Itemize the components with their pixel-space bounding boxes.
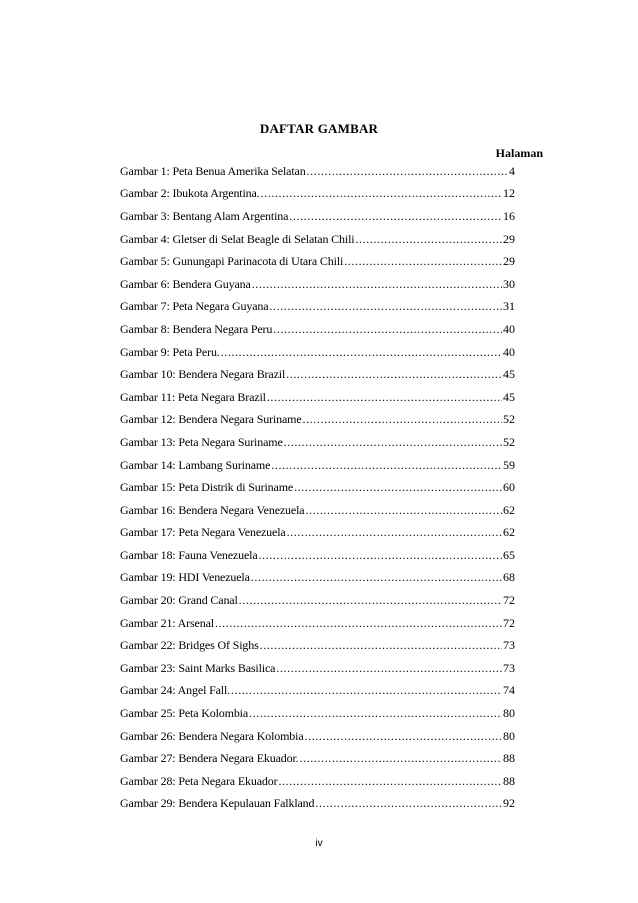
dot-leader bbox=[271, 458, 502, 473]
dot-leader bbox=[259, 548, 503, 563]
dot-leader bbox=[261, 186, 502, 201]
figure-page-number: 88 bbox=[503, 773, 515, 788]
figure-page-number: 40 bbox=[503, 321, 515, 336]
figure-label: Gambar 1: Peta Benua Amerika Selatan bbox=[120, 163, 306, 178]
dot-leader bbox=[273, 322, 502, 337]
figure-page-number: 31 bbox=[503, 299, 515, 314]
figure-entry[interactable] bbox=[120, 634, 515, 657]
dot-leader bbox=[305, 503, 502, 518]
figure-page-number: 52 bbox=[503, 434, 515, 449]
figure-label: Gambar 22: Bridges Of Sighs bbox=[120, 638, 259, 653]
figure-entry[interactable] bbox=[120, 522, 515, 545]
figure-entry[interactable] bbox=[120, 341, 515, 364]
figure-page-number: 45 bbox=[503, 367, 515, 382]
figure-label: Gambar 23: Saint Marks Basilica bbox=[120, 660, 276, 675]
dot-leader bbox=[260, 638, 502, 653]
figure-label: Gambar 9: Peta Peru. bbox=[120, 344, 220, 359]
figure-label: Gambar 27: Bendera Negara Ekuador. bbox=[120, 751, 299, 766]
dot-leader bbox=[287, 525, 502, 540]
figure-entry[interactable] bbox=[120, 183, 515, 206]
figure-entry[interactable] bbox=[120, 657, 515, 680]
figure-entry[interactable] bbox=[120, 318, 515, 341]
dot-leader bbox=[267, 390, 502, 405]
figure-entry[interactable] bbox=[120, 386, 515, 409]
figure-label: Gambar 24: Angel Fall. bbox=[120, 683, 231, 698]
figure-label: Gambar 5: Gunungapi Parinacota di Utara Chili bbox=[120, 254, 344, 269]
figure-entry[interactable] bbox=[120, 770, 515, 793]
dot-leader bbox=[221, 345, 502, 360]
figure-page-number: 74 bbox=[503, 683, 515, 698]
figure-entry[interactable] bbox=[120, 499, 515, 522]
figure-entry[interactable] bbox=[120, 702, 515, 725]
figure-entry[interactable] bbox=[120, 612, 515, 635]
figure-page-number: 65 bbox=[503, 547, 515, 562]
figure-page-number: 88 bbox=[503, 751, 515, 766]
figure-label: Gambar 21: Arsenal bbox=[120, 615, 214, 630]
figure-entry[interactable] bbox=[120, 363, 515, 386]
figure-page-number: 12 bbox=[503, 186, 515, 201]
dot-leader bbox=[289, 209, 502, 224]
figure-label: Gambar 14: Lambang Suriname bbox=[120, 457, 271, 472]
dot-leader bbox=[249, 706, 502, 721]
figure-label: Gambar 25: Peta Kolombia bbox=[120, 706, 249, 721]
dot-leader bbox=[294, 480, 502, 495]
figure-page-number: 72 bbox=[503, 615, 515, 630]
figure-entry[interactable] bbox=[120, 409, 515, 432]
figure-entry[interactable] bbox=[120, 205, 515, 228]
figure-entry[interactable] bbox=[120, 589, 515, 612]
figure-label: Gambar 19: HDI Venezuela bbox=[120, 570, 250, 585]
figure-entry[interactable] bbox=[120, 747, 515, 770]
figure-label: Gambar 12: Bendera Negara Suriname bbox=[120, 412, 302, 427]
figure-page-number: 72 bbox=[503, 593, 515, 608]
figure-page-number: 29 bbox=[503, 231, 515, 246]
page-column-header: Halaman bbox=[495, 146, 543, 160]
figure-label: Gambar 4: Gletser di Selat Beagle di Selatan Chili bbox=[120, 231, 355, 246]
page-number: iv bbox=[315, 838, 323, 849]
dot-leader bbox=[231, 683, 502, 698]
figure-entry[interactable] bbox=[120, 680, 515, 703]
figure-label: Gambar 20: Grand Canal bbox=[120, 593, 238, 608]
figure-page-number: 59 bbox=[503, 457, 515, 472]
figure-entry[interactable] bbox=[120, 793, 515, 816]
figure-entry[interactable] bbox=[120, 725, 515, 748]
figure-label: Gambar 15: Peta Distrik di Suriname bbox=[120, 480, 294, 495]
figure-label: Gambar 28: Peta Negara Ekuador bbox=[120, 773, 278, 788]
figure-label: Gambar 3: Bentang Alam Argentina bbox=[120, 208, 289, 223]
dot-leader bbox=[355, 232, 502, 247]
figure-entry[interactable] bbox=[120, 296, 515, 319]
figure-label: Gambar 2: Ibukota Argentina. bbox=[120, 186, 260, 201]
figure-entry[interactable] bbox=[120, 250, 515, 273]
dot-leader bbox=[307, 164, 508, 179]
figure-label: Gambar 16: Bendera Negara Venezuela bbox=[120, 502, 305, 517]
dot-leader bbox=[276, 661, 502, 676]
dot-leader bbox=[252, 277, 502, 292]
figure-label: Gambar 11: Peta Negara Brazil bbox=[120, 389, 266, 404]
figure-page-number: 60 bbox=[503, 480, 515, 495]
dot-leader bbox=[284, 435, 502, 450]
figure-page-number: 73 bbox=[503, 638, 515, 653]
figure-page-number: 40 bbox=[503, 344, 515, 359]
figure-page-number: 16 bbox=[503, 208, 515, 223]
figure-list bbox=[120, 160, 515, 815]
figure-page-number: 29 bbox=[503, 254, 515, 269]
figure-label: Gambar 29: Bendera Kepulauan Falkland bbox=[120, 796, 315, 811]
dot-leader bbox=[215, 616, 502, 631]
figure-page-number: 80 bbox=[503, 706, 515, 721]
figure-page-number: 80 bbox=[503, 728, 515, 743]
figure-label: Gambar 18: Fauna Venezuela bbox=[120, 547, 258, 562]
figure-page-number: 62 bbox=[503, 525, 515, 540]
dot-leader bbox=[303, 412, 503, 427]
figure-entry[interactable] bbox=[120, 567, 515, 590]
figure-label: Gambar 13: Peta Negara Suriname bbox=[120, 434, 283, 449]
figure-entry[interactable] bbox=[120, 160, 515, 183]
dot-leader bbox=[269, 299, 502, 314]
dot-leader bbox=[286, 367, 502, 382]
figure-entry[interactable] bbox=[120, 544, 515, 567]
figure-label: Gambar 7: Peta Negara Guyana bbox=[120, 299, 269, 314]
figure-page-number: 30 bbox=[503, 276, 515, 291]
figure-label: Gambar 8: Bendera Negara Peru bbox=[120, 321, 273, 336]
figure-entry[interactable] bbox=[120, 228, 515, 251]
figure-page-number: 52 bbox=[503, 412, 515, 427]
dot-leader bbox=[315, 796, 502, 811]
figure-label: Gambar 6: Bendera Guyana bbox=[120, 276, 251, 291]
dot-leader bbox=[251, 570, 502, 585]
dot-leader bbox=[300, 751, 503, 766]
dot-leader bbox=[305, 729, 503, 744]
figure-page-number: 92 bbox=[503, 796, 515, 811]
figure-label: Gambar 10: Bendera Negara Brazil bbox=[120, 367, 286, 382]
figure-label: Gambar 26: Bendera Negara Kolombia bbox=[120, 728, 304, 743]
figure-entry[interactable] bbox=[120, 431, 515, 454]
figure-entry[interactable] bbox=[120, 476, 515, 499]
page-title: DAFTAR GAMBAR bbox=[259, 121, 379, 136]
dot-leader bbox=[278, 774, 502, 789]
figure-page-number: 45 bbox=[503, 389, 515, 404]
figure-entry[interactable] bbox=[120, 273, 515, 296]
figure-label: Gambar 17: Peta Negara Venezuela bbox=[120, 525, 286, 540]
figure-page-number: 62 bbox=[503, 502, 515, 517]
dot-leader bbox=[344, 254, 502, 269]
figure-page-number: 73 bbox=[503, 660, 515, 675]
dot-leader bbox=[239, 593, 502, 608]
figure-entry[interactable] bbox=[120, 454, 515, 477]
figure-page-number: 68 bbox=[503, 570, 515, 585]
figure-page-number: 4 bbox=[509, 163, 515, 178]
